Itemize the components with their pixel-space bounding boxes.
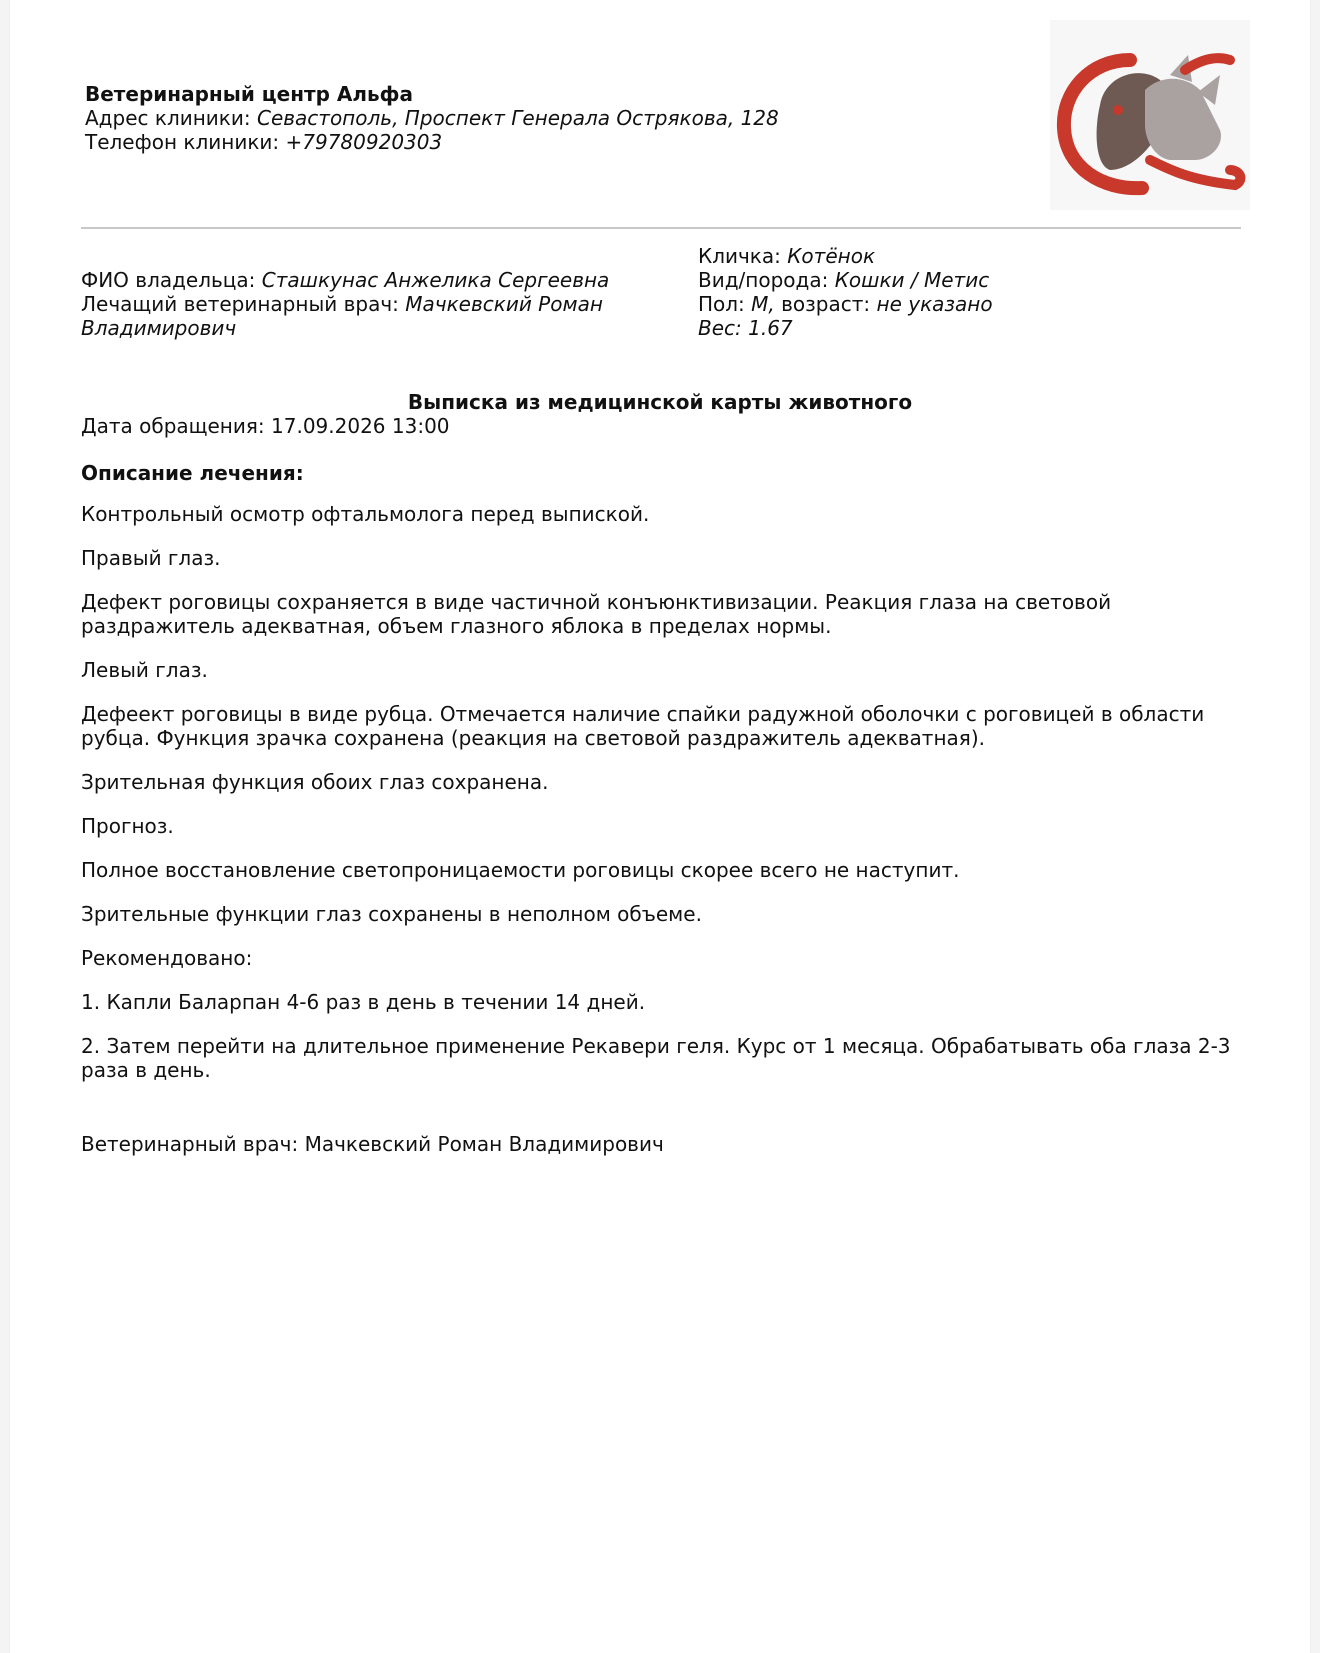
clinic-address-value: Севастополь, Проспект Генерала Острякова, 128 xyxy=(256,106,779,130)
attending-doctor-label: Лечащий ветеринарный врач: xyxy=(81,292,399,316)
attending-doctor-value-cont: Владимирович xyxy=(81,316,237,340)
paragraph: Зрительная функция обоих глаз сохранена. xyxy=(81,770,549,794)
document-page xyxy=(10,0,1310,1653)
paragraph: Контрольный осмотр офтальмолога перед выпиской. xyxy=(81,502,650,526)
paragraph: Левый глаз. xyxy=(81,658,208,682)
clinic-alpha-logo-icon xyxy=(1050,20,1250,210)
pet-species-label: Вид/порода: xyxy=(698,268,829,292)
paragraph: Зрительные функции глаз сохранены в неполном объеме. xyxy=(81,902,702,926)
pet-sex-label: Пол: xyxy=(698,292,745,316)
owner-line xyxy=(81,268,609,292)
attending-doctor-value: Мачкевский Роман xyxy=(405,292,603,316)
clinic-phone-label: Телефон клиники: xyxy=(85,130,280,154)
paragraph: Дефеект роговицы в виде рубца. Отмечается наличие спайки радужной оболочки с роговицей в области рубца. Функция зрачка сохранена (реакция на световой раздражитель адекватная). xyxy=(81,702,1205,750)
pet-age-value: не указано xyxy=(876,292,993,316)
pet-species-line xyxy=(698,268,989,292)
pet-name-line xyxy=(698,244,875,268)
paragraph: 2. Затем перейти на длительное применение Рекавери геля. Курс от 1 месяца. Обрабатывать оба глаза 2-3 раза в день. xyxy=(81,1034,1231,1082)
owner-label: ФИО владельца: xyxy=(81,268,256,292)
pet-sex-value: М, xyxy=(751,292,775,316)
header-divider xyxy=(81,227,1241,229)
pet-weight-line xyxy=(698,316,793,340)
clinic-phone xyxy=(85,130,442,154)
pet-name-value: Котёнок xyxy=(787,244,876,268)
paragraph: 1. Капли Баларпан 4-6 раз в день в течении 14 дней. xyxy=(81,990,646,1014)
visit-date: Дата обращения: 17.09.2026 13:00 xyxy=(81,414,450,438)
signature-line: Ветеринарный врач: Мачкевский Роман Владимирович xyxy=(81,1132,664,1156)
clinic-address-label: Адрес клиники: xyxy=(85,106,251,130)
treatment-heading: Описание лечения: xyxy=(81,461,304,485)
pet-weight-label: Вес: xyxy=(698,316,742,340)
clinic-address xyxy=(85,106,779,130)
pet-species-value: Кошки / Метис xyxy=(834,268,990,292)
pet-age-label: возраст: xyxy=(781,292,871,316)
paragraph: Правый глаз. xyxy=(81,546,221,570)
paragraph: Полное восстановление светопроницаемости роговицы скорее всего не наступит. xyxy=(81,858,960,882)
clinic-name: Ветеринарный центр Альфа xyxy=(85,82,413,106)
owner-value: Сташкунас Анжелика Сергеевна xyxy=(261,268,610,292)
pet-name-label: Кличка: xyxy=(698,244,781,268)
document-title: Выписка из медицинской карты животного xyxy=(407,390,913,414)
pet-weight-value: 1.67 xyxy=(748,316,793,340)
paragraph: Рекомендовано: xyxy=(81,946,253,970)
attending-doctor-line xyxy=(81,292,603,316)
paragraph: Прогноз. xyxy=(81,814,174,838)
pet-sex-age-line xyxy=(698,292,993,316)
treatment-description xyxy=(81,502,1241,1102)
paragraph: Дефект роговицы сохраняется в виде частичной конъюнктивизации. Реакция глаза на световой раздражитель адекватная, объем глазного яблока в пределах нормы. xyxy=(81,590,1112,638)
clinic-phone-value: +79780920303 xyxy=(285,130,443,154)
